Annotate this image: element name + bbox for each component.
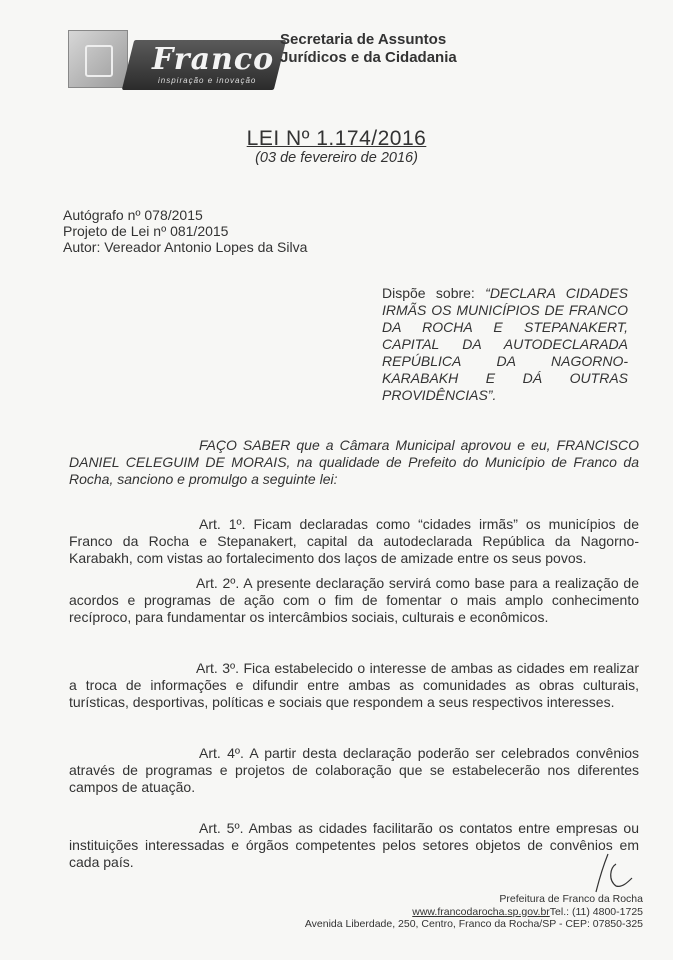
- law-metadata: [63, 207, 307, 255]
- law-title-text: LEI Nº 1.174/2016: [246, 127, 427, 150]
- autografo-number: Autógrafo nº 078/2015: [63, 207, 203, 223]
- footer-org: Prefeitura de Franco da Rocha: [499, 893, 643, 905]
- footer-contact: [305, 906, 643, 919]
- article-5-text: Art. 5º. Ambas as cidades facilitarão os contatos entre empresas ou instituições interessadas e órgãos competentes pelos setores objetos de convênios em cada país.: [69, 820, 639, 870]
- projeto-number: Projeto de Lei nº 081/2015: [63, 223, 229, 239]
- ementa: [382, 285, 628, 404]
- article-1: [69, 516, 639, 567]
- article-4: [69, 745, 639, 796]
- author-line: Autor: Vereador Antonio Lopes da Silva: [63, 239, 308, 255]
- law-title: [0, 127, 673, 151]
- article-2: [69, 575, 639, 626]
- article-4-text: Art. 4º. A partir desta declaração poderão ser celebrados convênios através de programas e projetos de colaboração que se estabelecerão nos diferentes campos de atuação.: [69, 745, 639, 795]
- footer: [305, 893, 643, 931]
- department-line-2: Jurídicos e da Cidadania: [280, 49, 457, 66]
- article-5: [69, 820, 639, 871]
- footer-address: Avenida Liberdade, 250, Centro, Franco da Rocha/SP - CEP: 07850-325: [304, 918, 643, 930]
- preamble: [69, 437, 639, 488]
- article-2-text: Art. 2º. A presente declaração servirá como base para a realização de acordos e programas de ação com o fim de fomentar o mais amplo conhecimento recíproco, para fundamentar os intercâmbios sociais, culturais e econômicos.: [69, 575, 639, 625]
- department-line-1: Secretaria de Assuntos: [280, 31, 447, 48]
- logo-emblem-icon: [68, 30, 128, 88]
- article-3-text: Art. 3º. Fica estabelecido o interesse de ambas as cidades em realizar a troca de informações e difundir entre ambas as comunidades as obras culturais, turísticas, desportivas, políticas e sociais que respondem a seus respectivos interesses.: [69, 660, 639, 710]
- ementa-text: “DECLARA CIDADES IRMÃS OS MUNICÍPIOS DE FRANCO DA ROCHA E STEPANAKERT, CAPITAL DA AUTODECLARADA REPÚBLICA DA NAGORNO-KARABAKH E DÁ OUTRAS PROVIDÊNCIAS”.: [382, 285, 628, 403]
- article-1-text: Art. 1º. Ficam declaradas como “cidades irmãs” os municípios de Franco da Rocha e Stepanakert, capital da autodeclarada República da Nagorno-Karabakh, com vistas ao fortalecimento dos laços de amizade entre os seus povos.: [69, 516, 639, 566]
- footer-url[interactable]: www.francodarocha.sp.gov.br: [412, 905, 550, 918]
- prefeitura-logo: [16, 22, 275, 92]
- preamble-text: FAÇO SABER que a Câmara Municipal aprovou e eu, FRANCISCO DANIEL CELEGUIM DE MORAIS, na qualidade de Prefeito do Município de Franco da Rocha, sanciono e promulgo a seguinte lei:: [69, 437, 639, 487]
- department-name: [280, 31, 457, 67]
- article-3: [69, 660, 639, 711]
- logo-tagline: inspiração e inovação: [158, 76, 257, 85]
- law-date: (03 de fevereiro de 2016): [255, 150, 418, 166]
- signature-initials: [586, 850, 636, 896]
- ementa-label: Dispõe sobre:: [382, 285, 475, 301]
- footer-tel: Tel.: (11) 4800-1725: [549, 905, 643, 918]
- logo-text: Franco: [152, 42, 275, 77]
